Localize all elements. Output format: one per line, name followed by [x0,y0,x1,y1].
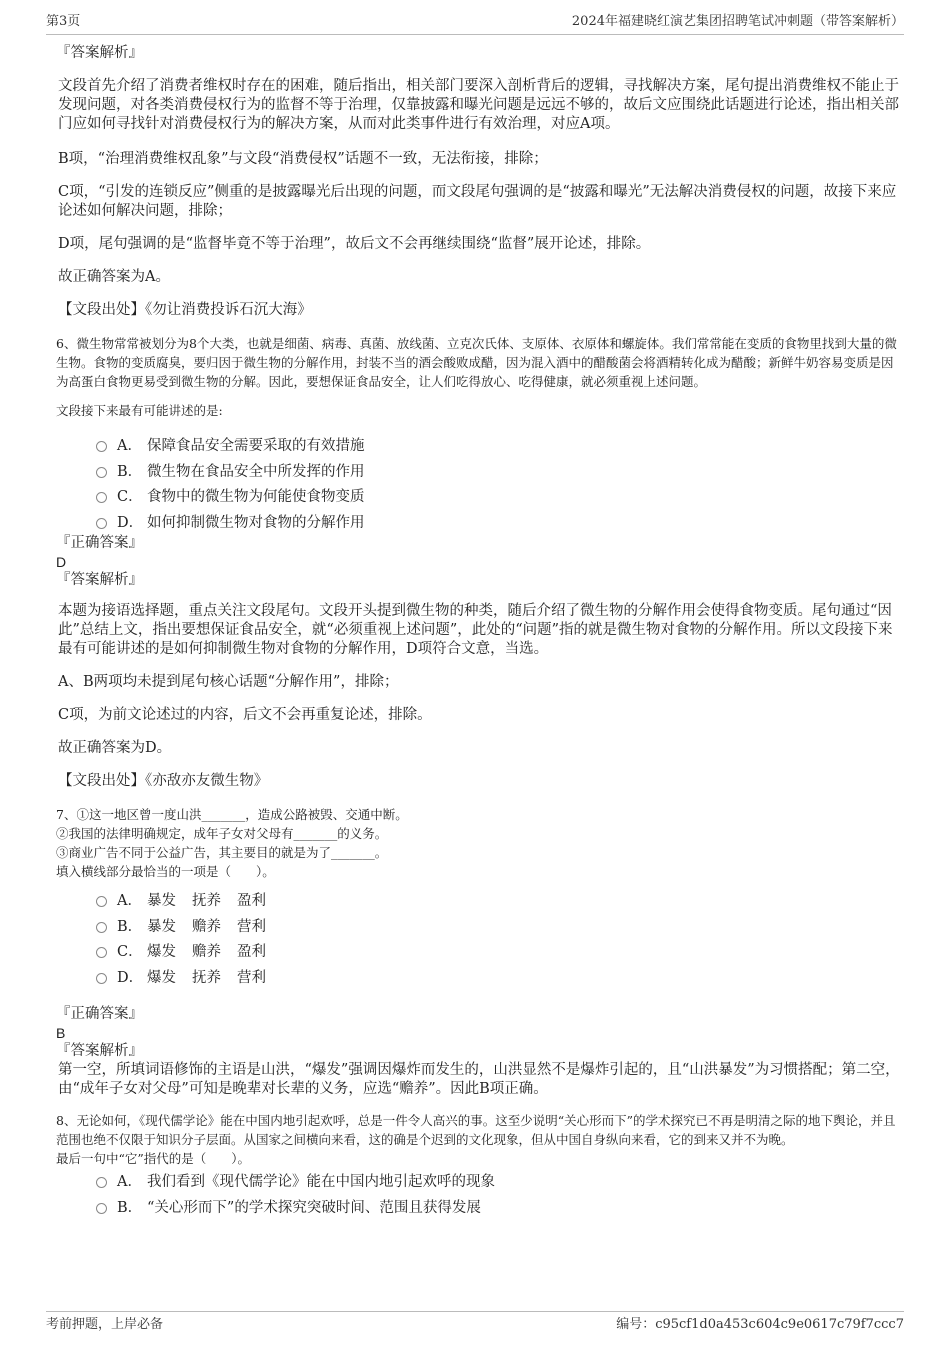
q5-analysis-p4: D项，尾句强调的是“监督毕竟不等于治理”，故后文不会再继续围绕“监督”展开论述，排除。 [58,236,651,252]
q7-prompt: 填入横线部分最恰当的一项是（ ）。 [56,864,275,879]
radio-icon[interactable] [96,441,107,452]
q7-answer: B [56,1025,66,1041]
radio-icon[interactable] [96,1177,107,1188]
q6-stem: 6、微生物常常被划分为8个大类，也就是细菌、病毒、真菌、放线菌、立克次氏体、支原体、衣原体和螺旋体。我们常常能在变质的食物里找到大量的微生物。食物的变质腐臭，要归因于微生物的分解作用，封装不当的酒会酸败成醋，因为混入酒中的醋酸菌会将酒精转化成为醋酸；新鲜牛奶容易变质是因为高蛋白食物更易受到微生物的分解。因此，要想保证食品安全，让人们吃得放心、吃得健康，就必须重视上述问题。 [56,336,897,389]
q5-source: 【文段出处】《勿让消费投诉石沉大海》 [58,302,312,318]
q7-line-1: 7、①这一地区曾一度山洪_______，造成公路被毁、交通中断。 [56,807,408,822]
q6-options [96,432,904,534]
footer-slogan: 考前押题，上岸必备 [46,1317,164,1332]
q5-analysis-label: 『答案解析』 [56,45,143,61]
page-header [46,12,904,35]
document-id: 编号：c95cf1d0a453c604c9e0617c79f7ccc7 [616,1317,904,1332]
radio-icon[interactable] [96,492,107,503]
q7-option-b[interactable]: B． 暴发 赡养 营利 [96,913,904,939]
q7-option-d[interactable]: D． 爆发 抚养 营利 [96,964,904,990]
q6-analysis-p3: C项，为前文论述过的内容，后文不会再重复论述，排除。 [58,707,432,723]
q6-answer-line: 故正确答案为D。 [58,740,172,756]
radio-icon[interactable] [96,922,107,933]
q8-option-b[interactable]: B． “关心形而下”的学术探究突破时间、范围且获得发展 [96,1194,904,1220]
q6-answer-label: 『正确答案』 [56,535,143,551]
q7-analysis-label: 『答案解析』 [56,1043,143,1059]
q5-analysis-p3: C项，“引发的连锁反应”侧重的是披露曝光后出现的问题，而文段尾句强调的是“披露和曝光”无法解决消费侵权的问题，故接下来应论述如何解决问题，排除； [58,184,897,219]
q7-answer-label: 『正确答案』 [56,1006,143,1022]
radio-icon[interactable] [96,467,107,478]
q7-option-a[interactable]: A． 暴发 抚养 盈利 [96,887,904,913]
q5-analysis-p2: B项，“治理消费维权乱象”与文段“消费侵权”话题不一致，无法衔接，排除； [58,151,548,167]
q7-line-2: ②我国的法律明确规定，成年子女对父母有_______的义务。 [56,826,388,841]
q8-prompt: 最后一句中“它”指代的是（ ）。 [56,1151,251,1166]
q7-analysis-p1: 第一空，所填词语修饰的主语是山洪，“爆发”强调因爆炸而发生的，山洪显然不是爆炸引起的，且“山洪暴发”为习惯搭配；第二空，由“成年子女对父母”可知是晚辈对长辈的义务，应选“赡养”。因此B项正确。 [58,1062,900,1097]
q6-source: 【文段出处】《亦敌亦友微生物》 [58,773,269,789]
q6-option-d[interactable]: D． 如何抑制微生物对食物的分解作用 [96,509,904,535]
q6-analysis-p1: 本题为接语选择题，重点关注文段尾句。文段开头提到微生物的种类，随后介绍了微生物的分解作用会使得食物变质。尾句通过“因此”总结上文，指出要想保证食品安全，就“必须重视上述问题”，此处的“问题”指的就是微生物对食物的分解作用。所以文段接下来最有可能讲述的是如何抑制微生物对食物的分解作用，D项符合文意，当选。 [58,603,893,657]
q7-option-c[interactable]: C． 爆发 赡养 盈利 [96,938,904,964]
document-title: 2024年福建晓红演艺集团招聘笔试冲刺题（带答案解析） [571,14,904,29]
q6-answer: D [56,554,67,570]
q8-options [96,1168,904,1219]
radio-icon[interactable] [96,896,107,907]
q6-option-c[interactable]: C． 食物中的微生物为何能使食物变质 [96,483,904,509]
radio-icon[interactable] [96,947,107,958]
q7-line-3: ③商业广告不同于公益广告，其主要目的就是为了_______。 [56,845,388,860]
page-number: 第3页 [46,14,81,29]
q6-analysis-p2: A、B两项均未提到尾句核心话题“分解作用”，排除； [58,674,399,690]
q6-option-b[interactable]: B． 微生物在食品安全中所发挥的作用 [96,458,904,484]
page-content [56,44,904,1219]
q8-option-a[interactable]: A． 我们看到《现代儒学论》能在中国内地引起欢呼的现象 [96,1168,904,1194]
q6-prompt: 文段接下来最有可能讲述的是: [56,403,223,418]
q5-answer-line: 故正确答案为A。 [58,269,170,285]
q7-options [96,887,904,989]
page-footer [46,1311,904,1336]
radio-icon[interactable] [96,518,107,529]
q6-option-a[interactable]: A． 保障食品安全需要采取的有效措施 [96,432,904,458]
q6-analysis-label: 『答案解析』 [56,572,143,588]
radio-icon[interactable] [96,1203,107,1214]
q8-stem: 8、无论如何，《现代儒学论》能在中国内地引起欢呼，总是一件令人高兴的事。这至少说明“关心形而下”的学术探究已不再是明清之际的地下舆论，并且范围也绝不仅限于知识分子层面。从国家之间横向来看，这的确是个迟到的文化现象，但从中国自身纵向来看，它的到来又并不为晚。 [56,1113,896,1147]
q5-analysis-p1: 文段首先介绍了消费者维权时存在的困难，随后指出，相关部门要深入剖析背后的逻辑，寻找解决方案，尾句提出消费维权不能止于发现问题，对各类消费侵权行为的监督不等于治理，仅靠披露和曝光问题是远远不够的，故后文应围绕此话题进行论述，指出相关部门应如何寻找针对消费侵权行为的解决方案，从而对此类事件进行有效治理，对应A项。 [58,78,899,132]
radio-icon[interactable] [96,973,107,984]
